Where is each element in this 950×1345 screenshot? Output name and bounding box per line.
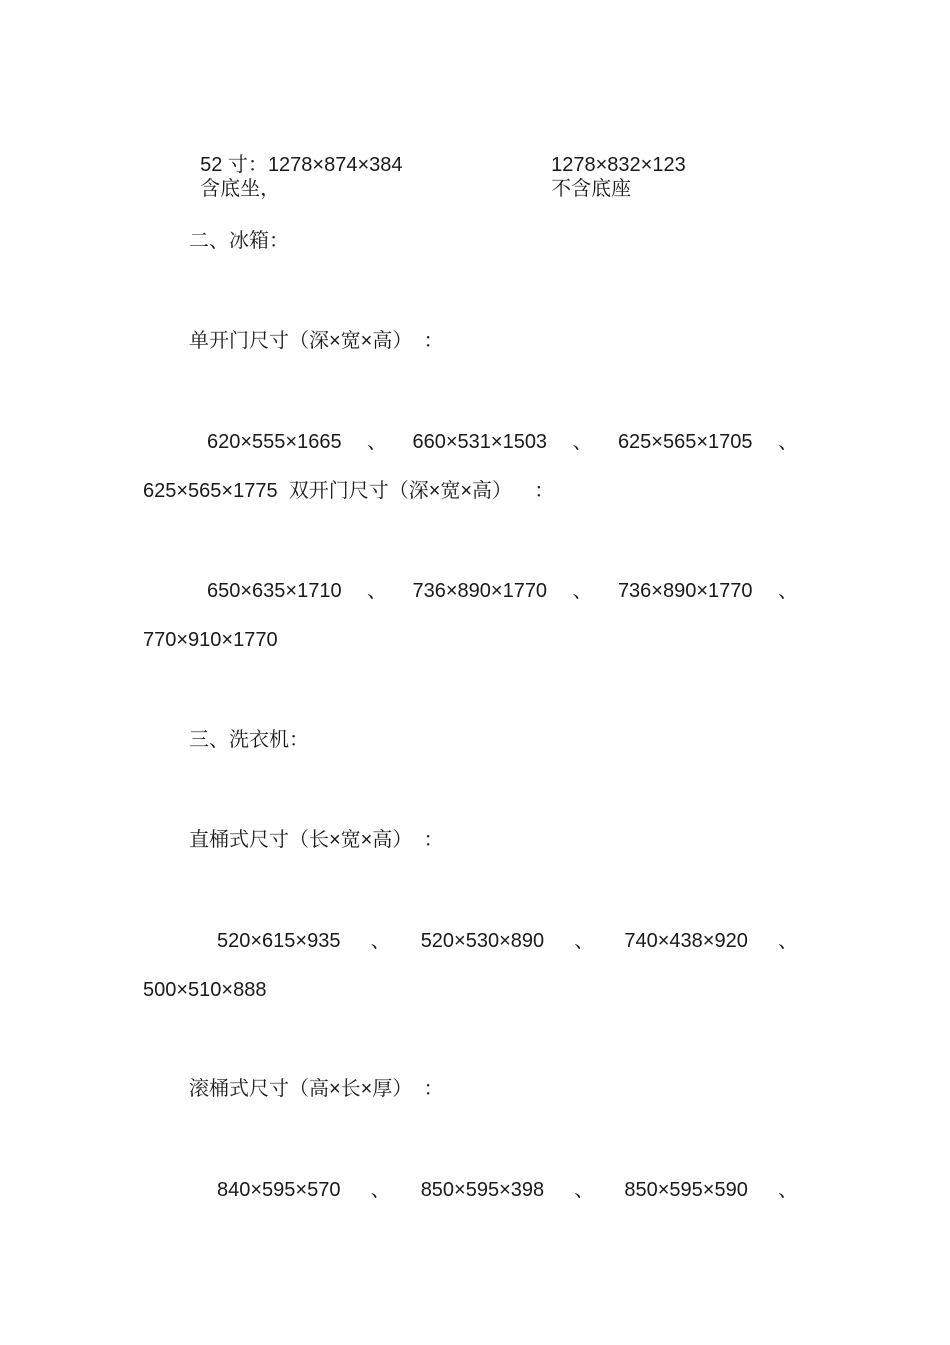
tv-with-base-text: 含底坐， xyxy=(200,178,281,200)
fridge-heading: 二、冰箱： xyxy=(189,230,289,252)
dim-value: 520×615×935 xyxy=(217,930,341,952)
separator: 、 xyxy=(367,580,388,602)
single-door-dims-row xyxy=(207,430,798,454)
tv-dims-with-base: 1278×874×384 xyxy=(267,154,403,176)
separator: 、 xyxy=(777,1179,798,1201)
separator: 、 xyxy=(777,431,798,453)
dim-value: 620×555×1665 xyxy=(207,431,342,453)
single-door-dims-continued: 625×565×1775 双开门尺寸（深×宽×高） ： xyxy=(143,480,555,502)
top-load-label: 直桶式尺寸（长×宽×高） ： xyxy=(189,829,444,851)
dim-value: 520×530×890 xyxy=(420,930,545,952)
separator: 、 xyxy=(574,930,595,952)
tv-size-line xyxy=(189,129,403,201)
separator: 、 xyxy=(370,930,391,952)
dim-value: 840×595×570 xyxy=(217,1179,341,1201)
single-door-label: 单开门尺寸（深×宽×高） ： xyxy=(189,330,444,352)
washer-heading: 三、洗衣机： xyxy=(189,729,309,751)
separator: 、 xyxy=(777,930,798,952)
separator: 、 xyxy=(574,1179,595,1201)
drum-dims-row xyxy=(217,1178,798,1202)
dim-value: 850×595×398 xyxy=(420,1179,545,1201)
top-load-dims-row xyxy=(217,929,798,953)
separator: 、 xyxy=(572,431,593,453)
dim-value: 625×565×1705 xyxy=(617,431,753,453)
separator: 、 xyxy=(777,580,798,602)
tv-without-base-text: 不含底座 xyxy=(551,178,632,200)
dim-value: 850×595×590 xyxy=(624,1179,748,1201)
separator: 、 xyxy=(370,1179,391,1201)
top-load-dims-continued: 500×510×888 xyxy=(143,979,267,1001)
separator: 、 xyxy=(367,431,388,453)
separator: 、 xyxy=(572,580,593,602)
double-door-dims-continued: 770×910×1770 xyxy=(143,629,278,651)
dim-value: 736×890×1770 xyxy=(412,580,548,602)
dim-value: 650×635×1710 xyxy=(207,580,342,602)
dim-value: 736×890×1770 xyxy=(617,580,753,602)
tv-dims-without-base: 1278×832×123 xyxy=(551,154,686,176)
tv-size-label: 52 寸： xyxy=(200,154,268,176)
dim-value: 740×438×920 xyxy=(624,930,748,952)
double-door-dims-row xyxy=(207,579,798,603)
drum-label: 滚桶式尺寸（高×长×厚） ： xyxy=(189,1078,444,1100)
dim-value: 660×531×1503 xyxy=(412,431,548,453)
tv-size-line-part2 xyxy=(540,129,686,201)
